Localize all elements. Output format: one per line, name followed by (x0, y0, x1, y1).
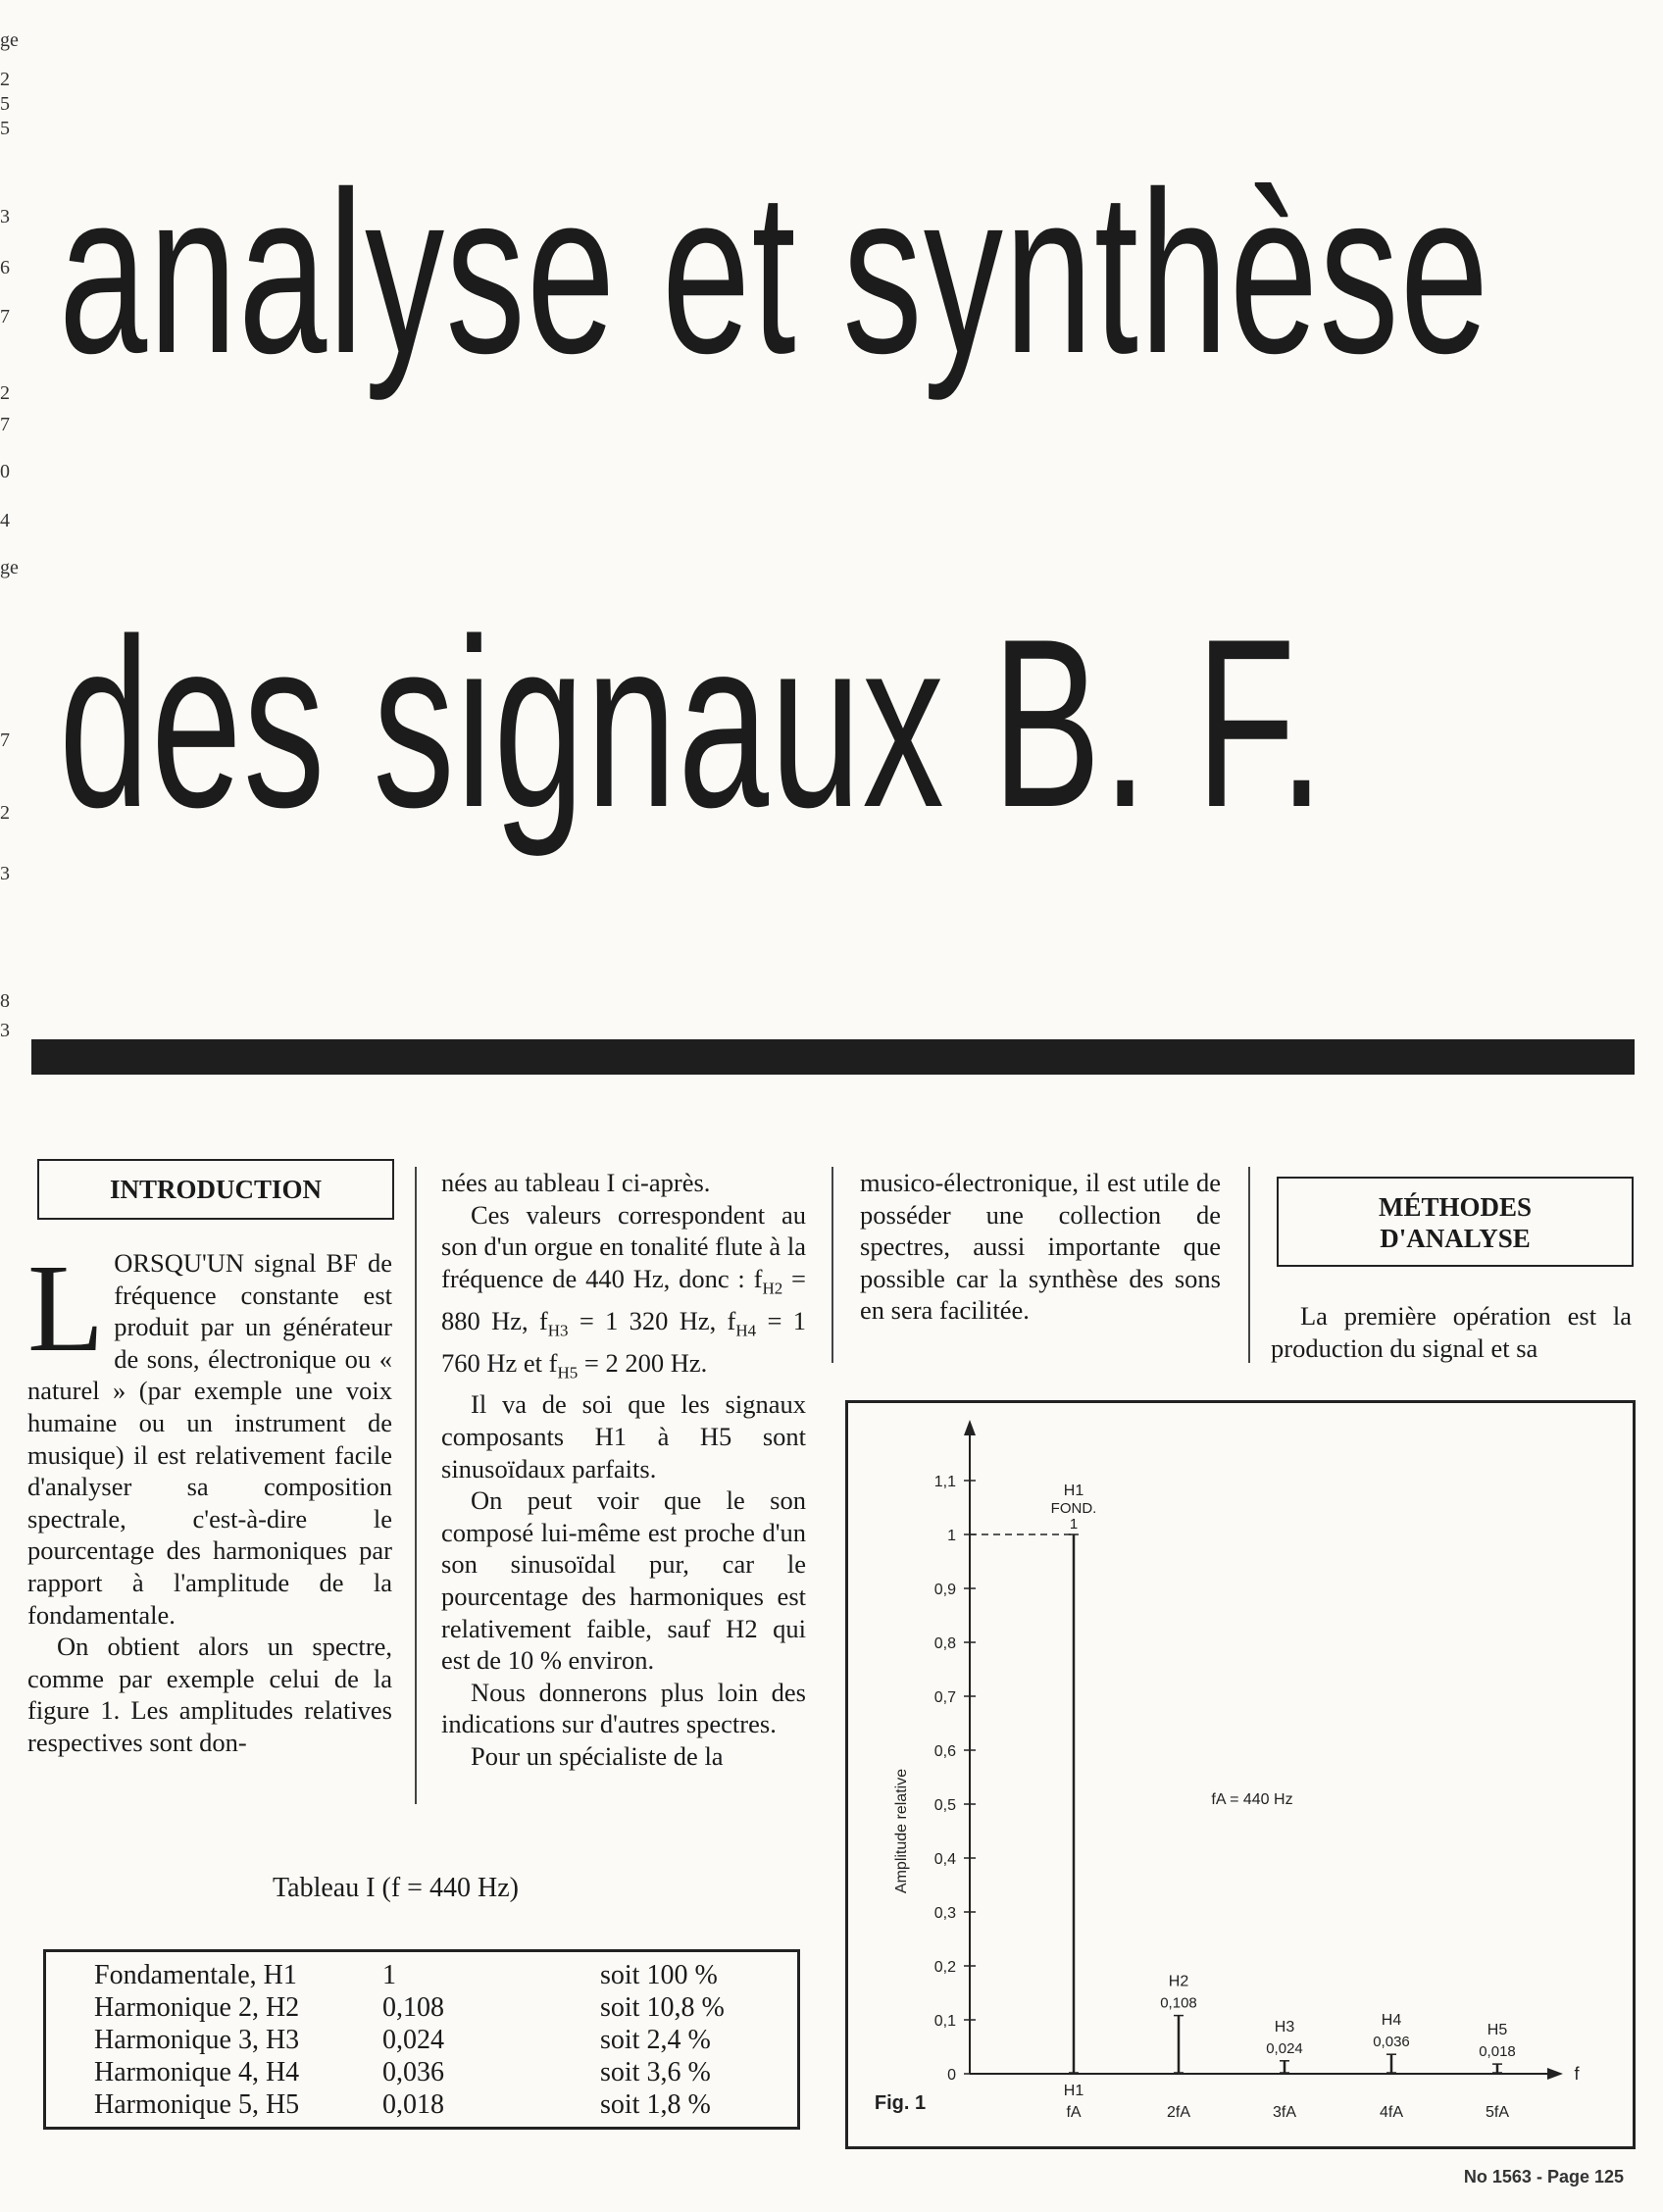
y-axis-label: Amplitude relative (893, 1768, 910, 1894)
title-line-1: analyse et synthèse (59, 143, 1490, 401)
y-tick-label: 0,8 (933, 1635, 956, 1652)
y-tick-label: 1,1 (933, 1474, 956, 1490)
text: = 880 Hz, f (441, 1263, 806, 1335)
table-cell-value: 0,018 (382, 2089, 444, 2120)
table-cell-name: Harmonique 2, H2 (94, 1992, 300, 2023)
subscript: H3 (547, 1320, 569, 1339)
bar-label-name: H5 (1487, 2022, 1508, 2039)
margin-fragment: ge (0, 557, 19, 578)
bar-label-value: 0,018 (1479, 2043, 1516, 2061)
bar-label-value: 1 (1069, 1516, 1079, 1533)
x-axis-arrow (1547, 2068, 1563, 2080)
paragraph: Pour un spécialiste de la (471, 1740, 724, 1771)
bar-label-value: 0,024 (1266, 2039, 1303, 2057)
y-tick-label: 0,1 (933, 2013, 956, 2030)
x-tick-label: 4fA (1379, 2104, 1404, 2121)
bar-label-name: H4 (1381, 2012, 1402, 2030)
paragraph: La première opération est la production du signal et sa (1271, 1301, 1632, 1363)
text: = 1 760 Hz et f (441, 1305, 806, 1378)
margin-fragment: 3 (0, 1020, 10, 1041)
margin-fragment: 0 (0, 461, 10, 482)
bar-label-name: H1 (1063, 1483, 1084, 1499)
table-cell-value: 0,036 (382, 2057, 444, 2087)
table-cell-pct: soit 10,8 % (600, 1992, 725, 2023)
table-cell-name: Harmonique 5, H5 (94, 2089, 300, 2120)
bar-label-value: 0,036 (1373, 2034, 1410, 2051)
chart-annotation: fA = 440 Hz (1211, 1791, 1293, 1808)
x-tick-label: fA (1066, 2104, 1082, 2121)
column-3 (860, 1167, 1221, 1327)
section-heading-line: D'ANALYSE (1380, 1224, 1531, 1253)
y-tick-label: 0,3 (933, 1905, 956, 1922)
margin-fragment: 7 (0, 306, 10, 327)
paragraph: nées au tableau I ci-après. (441, 1168, 711, 1197)
section-heading-methodes (1277, 1177, 1634, 1267)
margin-fragment: 5 (0, 93, 10, 115)
table-cell-name: Harmonique 4, H4 (94, 2057, 300, 2087)
table-cell-value: 0,024 (382, 2025, 444, 2055)
paragraph-frequencies (441, 1199, 806, 1389)
y-tick-label: 1 (947, 1528, 956, 1544)
y-tick-label: 0,4 (933, 1851, 956, 1868)
y-tick-label: 0,2 (933, 1959, 956, 1976)
paragraph: Nous donnerons plus loin des indications sur d'autres spectres. (441, 1677, 806, 1739)
column-1 (27, 1238, 392, 1759)
paragraph: Il va de soi que les signaux composants H1 à H5 sont sinusoïdaux parfaits. (441, 1389, 806, 1483)
subscript: H5 (557, 1362, 579, 1382)
spectrum-chart (845, 1400, 1636, 2149)
text: = 2 200 Hz. (578, 1347, 708, 1378)
y-tick-label: 0,9 (933, 1582, 956, 1598)
column-4 (1271, 1300, 1632, 1364)
margin-fragment: 2 (0, 69, 10, 90)
table-cell-pct: soit 100 % (600, 1960, 718, 1990)
y-tick-label: 0,7 (933, 1689, 956, 1706)
table-cell-value: 0,108 (382, 1992, 444, 2023)
margin-fragment: 6 (0, 257, 10, 278)
figure-label: Fig. 1 (874, 2092, 927, 2114)
margin-fragment: ge (0, 29, 19, 51)
table-caption: Tableau I (f = 440 Hz) (273, 1873, 519, 1903)
x-tick-label: 5fA (1485, 2104, 1510, 2121)
y-axis-arrow (964, 1420, 976, 1435)
margin-fragment: 5 (0, 118, 10, 139)
table-cell-name: Fondamentale, H1 (94, 1960, 297, 1990)
margin-fragment: 7 (0, 729, 10, 751)
title-rule (31, 1039, 1635, 1075)
drop-cap: L (27, 1238, 105, 1378)
table-cell-pct: soit 1,8 % (600, 2089, 711, 2120)
table-cell-pct: soit 3,6 % (600, 2057, 711, 2087)
title-line-2: des signaux B. F. (59, 588, 1326, 857)
bar-label-name: H2 (1168, 1973, 1189, 1990)
subscript: H4 (735, 1320, 757, 1339)
margin-fragment: 7 (0, 414, 10, 435)
text: = 1 320 Hz, f (568, 1305, 736, 1335)
margin-fragment: 8 (0, 990, 10, 1012)
table-cell-value: 1 (382, 1960, 396, 1990)
margin-fragment: 3 (0, 206, 10, 227)
x-tick-label: 2fA (1166, 2104, 1191, 2121)
h1-base-label: H1 (1063, 2083, 1084, 2099)
paragraph: On peut voir que le son composé lui-même est proche d'un son sinusoïdal pur, car le pourcentage des harmoniques est relativement faible, sauf H2 qui est de 10 % environ. (441, 1485, 806, 1676)
bar-label-name: H3 (1274, 2018, 1295, 2036)
bar-label-sub: FOND. (1050, 1500, 1097, 1517)
y-tick-label: 0,6 (933, 1743, 956, 1760)
text: Ces valeurs correspondent au son d'un orgue en tonalité flute à la fréquence de 440 Hz, donc : f (441, 1199, 806, 1293)
margin-fragment: 4 (0, 510, 10, 531)
paragraph: musico-électronique, il est utile de posséder une collection de spectres, aussi importante que possible car la synthèse des sons en sera facilitée. (860, 1168, 1221, 1326)
intro-paragraph (27, 1238, 392, 1631)
table-cell-pct: soit 2,4 % (600, 2025, 711, 2055)
subscript: H2 (762, 1279, 783, 1298)
bar-label-value: 0,108 (1160, 1994, 1197, 2012)
page-footer: No 1563 - Page 125 (1463, 2167, 1624, 2187)
column-separator (1248, 1167, 1250, 1363)
y-tick-label: 0,5 (933, 1797, 956, 1814)
margin-fragment: 2 (0, 802, 10, 824)
margin-fragment: 2 (0, 382, 10, 404)
x-tick-label: 3fA (1272, 2104, 1297, 2121)
x-axis-label: f (1574, 2064, 1580, 2084)
y-tick-label: 0 (947, 2067, 956, 2084)
column-2 (441, 1167, 806, 1773)
margin-fragment: 3 (0, 863, 10, 884)
intro-lead-text: ORSQU'UN signal BF de fréquence constante est produit par un générateur de sons, électronique ou « naturel » (par exemple une voix humaine ou un instrument de musique) il est relativement facile d'analyser sa composition spectrale, c'est-à-dire le pourcentage des harmoniques par rapport à l'amplitude de la fondamentale. (27, 1248, 392, 1630)
section-heading-line: MÉTHODES (1378, 1192, 1533, 1222)
section-heading-introduction: INTRODUCTION (37, 1159, 394, 1220)
table-cell-name: Harmonique 3, H3 (94, 2025, 300, 2055)
column-separator (832, 1167, 833, 1363)
paragraph: On obtient alors un spectre, comme par exemple celui de la figure 1. Les amplitudes relatives respectives sont don- (27, 1632, 392, 1757)
column-separator (415, 1167, 417, 1804)
